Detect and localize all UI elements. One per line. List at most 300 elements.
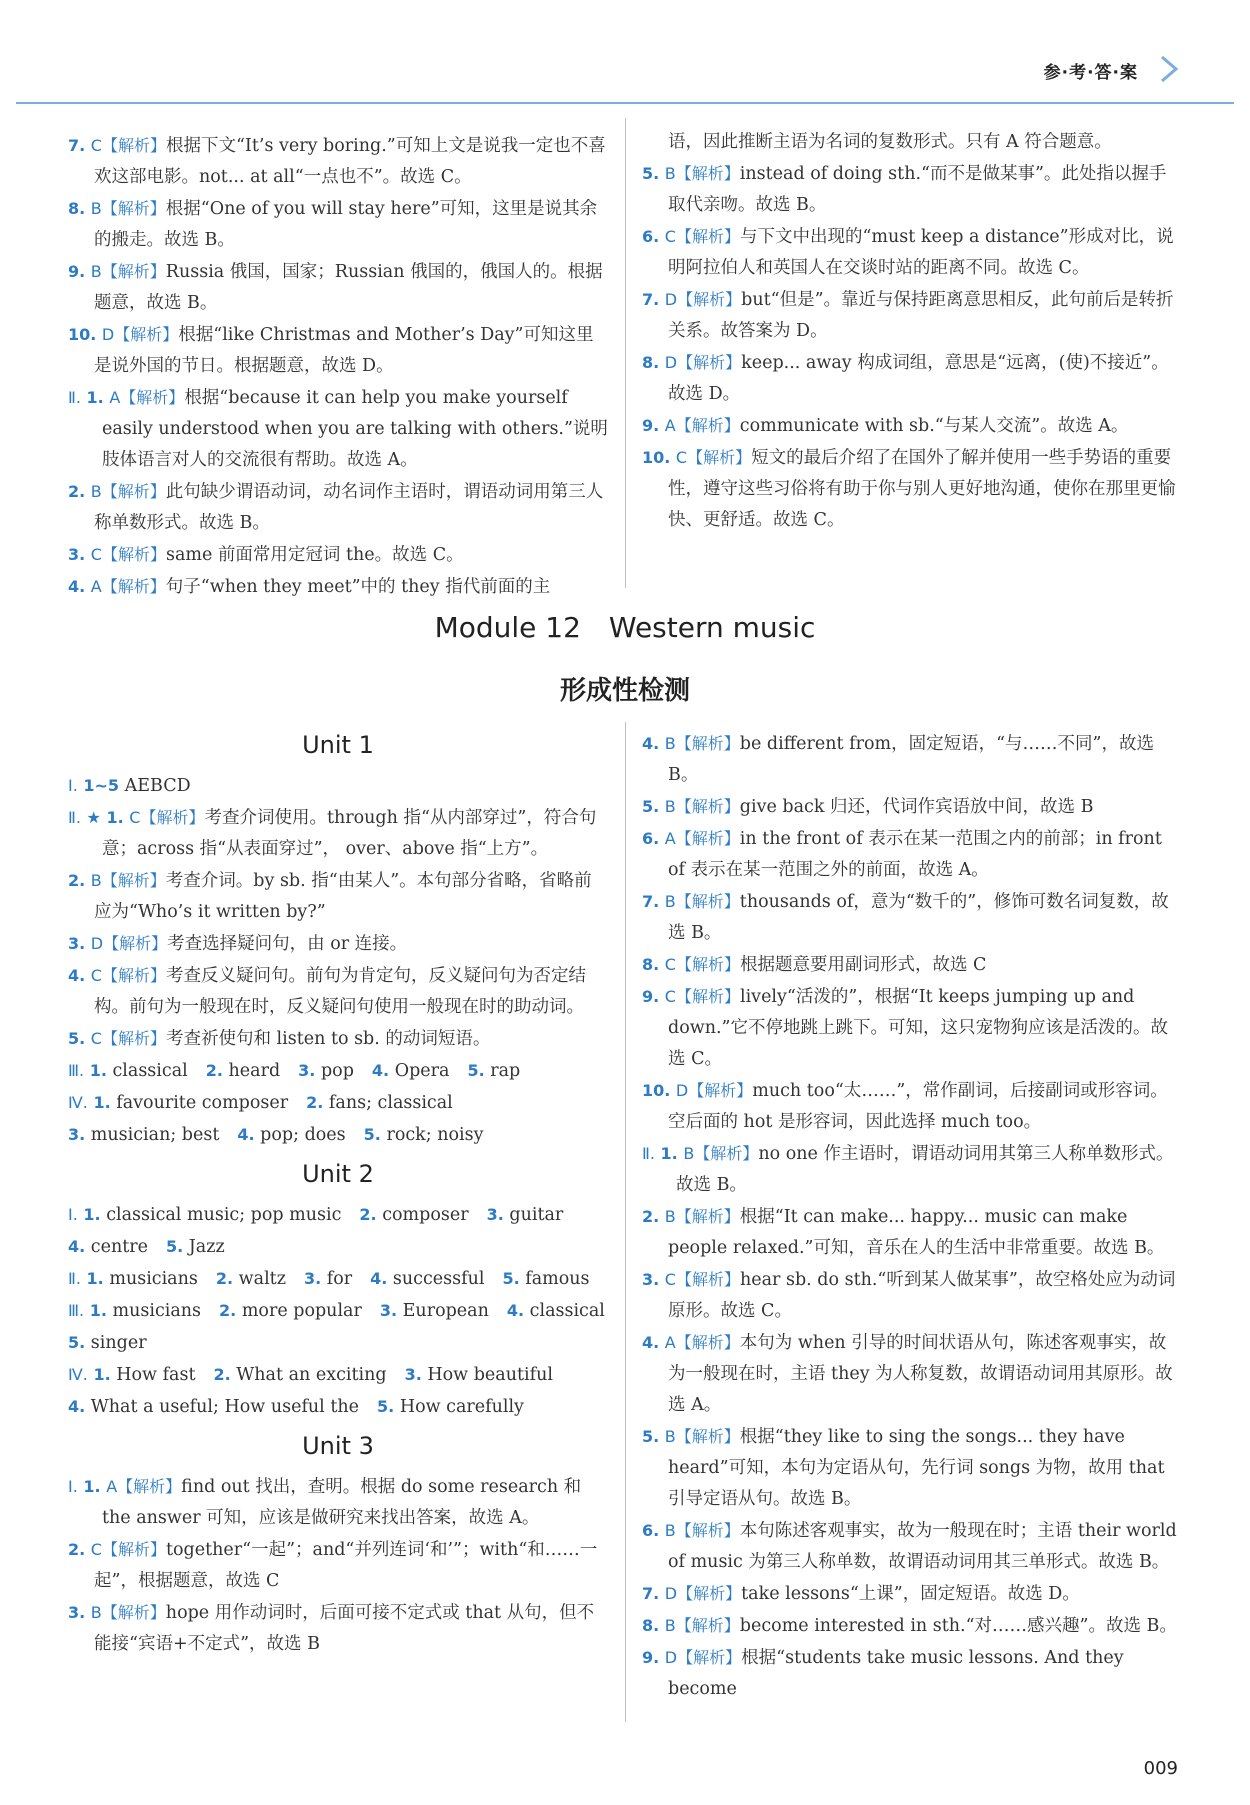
bottom-right-column	[642, 728, 1182, 1705]
answer-item	[68, 382, 608, 476]
answer-cell	[306, 1093, 453, 1113]
answer-row	[68, 1055, 608, 1087]
item-text: Russia 俄国，国家；Russian 俄国的，俄国人的。根据题意，故选 B。	[94, 262, 603, 313]
item-number: 7.	[642, 892, 660, 911]
item-text: How carefully	[399, 1397, 524, 1417]
answer-cell	[298, 1061, 354, 1081]
item-number: 4.	[506, 1301, 525, 1320]
answer-letter: C	[664, 1270, 676, 1289]
analysis-tag: 【解析】	[688, 1081, 753, 1100]
item-text: Jazz	[188, 1237, 225, 1257]
item-text: 本句陈述客观事实，故为一般现在时；主语 their world of music 为第三人称单数，故谓语动词用其三单形式。故选 B。	[668, 1521, 1177, 1572]
answer-letter: B	[90, 871, 102, 890]
item-number: 5.	[377, 1397, 395, 1416]
answer-cell	[405, 1365, 553, 1385]
answer-item	[642, 886, 1182, 949]
item-text: classical music; pop music	[106, 1205, 342, 1225]
item-number: 2.	[68, 482, 86, 501]
answer-item	[68, 865, 608, 928]
item-number: 6.	[642, 829, 660, 848]
analysis-tag: 【解析】	[675, 1333, 740, 1352]
item-text: 此句缺少谓语动词，动名词作主语时，谓语动词用第三人称单数形式。故选 B。	[94, 482, 604, 533]
item-text: give back 归还，代词作宾语放中间，故选 B	[739, 797, 1094, 817]
analysis-tag: 【解析】	[114, 325, 179, 344]
section-numeral: Ⅳ.	[68, 1093, 88, 1112]
analysis-tag: 【解析】	[675, 227, 740, 246]
item-number: 4.	[371, 1061, 390, 1080]
page-number: 009	[1143, 1758, 1178, 1779]
item-number: 5.	[68, 1333, 86, 1352]
item-number: 4.	[370, 1269, 388, 1288]
item-text: How fast	[116, 1365, 196, 1385]
item-number: 3.	[642, 1270, 660, 1289]
item-text: rap	[490, 1061, 521, 1081]
unit2-title: Unit 2	[302, 1160, 374, 1188]
answer-letter: A	[109, 388, 121, 407]
item-number: 2.	[219, 1301, 237, 1320]
chevron-right-icon	[1154, 54, 1184, 84]
item-text: centre	[90, 1237, 148, 1257]
item-text: classical	[112, 1061, 188, 1081]
analysis-tag: 【解析】	[101, 871, 166, 890]
analysis-tag: 【解析】	[675, 829, 740, 848]
item-number: 10.	[642, 1081, 671, 1100]
answer-item	[642, 442, 1182, 536]
header-title: 参·考·答·案	[1043, 63, 1138, 83]
item-text: waltz	[238, 1269, 286, 1289]
item-text: no one 作主语时，谓语动词用其第三人称单数形式。故选 B。	[676, 1144, 1174, 1195]
answer-item	[642, 1327, 1182, 1421]
section-title: 形成性检测	[559, 676, 690, 706]
column-divider-top	[625, 118, 626, 588]
item-text: 根据“One of you will stay here”可知，这里是说其余的搬走。故选 B。	[94, 199, 598, 250]
answer-letter: D	[675, 1081, 689, 1100]
star-icon: ★	[86, 808, 101, 827]
top-right-column	[642, 127, 1182, 536]
item-number: 3.	[68, 1603, 86, 1622]
item-number: 4.	[237, 1125, 255, 1144]
item-number: 8.	[642, 955, 660, 974]
page-header	[16, 36, 1234, 104]
answer-cell	[237, 1125, 345, 1145]
analysis-tag: 【解析】	[677, 1648, 742, 1667]
item-text: become interested in sth.“对……感兴趣”。故选 B。	[739, 1616, 1177, 1636]
item-number: 3.	[303, 1269, 322, 1288]
item-text: thousands of，意为“数千的”，修饰可数名词复数，故选 B。	[668, 892, 1169, 943]
section-numeral: Ⅱ.	[68, 1269, 81, 1288]
analysis-tag: 【解析】	[677, 290, 742, 309]
item-text: heard	[228, 1061, 281, 1081]
analysis-tag: 【解析】	[687, 448, 752, 467]
item-text: musicians	[109, 1269, 198, 1289]
answer-row	[68, 1359, 608, 1391]
item-number: 7.	[642, 1584, 660, 1603]
answer-item	[68, 256, 608, 319]
analysis-tag: 【解析】	[103, 934, 168, 953]
answer-letter: D	[664, 353, 678, 372]
answer-letter: C	[90, 136, 102, 155]
answer-cell	[304, 1269, 352, 1289]
item-number: 3.	[404, 1365, 422, 1384]
answer-item	[642, 1075, 1182, 1138]
item-number: 3.	[68, 934, 86, 953]
answer-letter: D	[90, 934, 104, 953]
answer-item	[642, 1264, 1182, 1327]
item-text: 考查选择疑问句，由 or 连接。	[167, 934, 408, 954]
item-text: 考查反义疑问句。前句为肯定句，反义疑问句为否定结构。前句为一般现在时，反义疑问句使用一般现在时的助动词。	[94, 966, 586, 1017]
answer-row	[68, 1119, 608, 1151]
analysis-tag: 【解析】	[675, 1270, 740, 1289]
item-text: hope 用作动词时，后面可接不定式或 that 从句，但不能接“宾语+不定式”，故选 B	[94, 1603, 595, 1654]
answer-letter: C	[664, 227, 676, 246]
answer-letter: C	[90, 966, 102, 985]
item-number: 2.	[213, 1365, 231, 1384]
answer-letter: D	[101, 325, 115, 344]
item-number: 8.	[642, 353, 660, 372]
answer-row	[68, 1263, 608, 1295]
item-text: 根据“like Christmas and Mother’s Day”可知这里是说外国的节日。根据题意，故选 D。	[94, 325, 594, 376]
item-text: 根据“It can make... happy... music can make people relaxed.”可知，音乐在人的生活中非常重要。故选 B。	[668, 1207, 1165, 1258]
answer-item	[642, 1610, 1182, 1642]
item-text: How beautiful	[427, 1365, 553, 1385]
answer-row	[68, 1391, 608, 1423]
answer-item	[68, 130, 608, 193]
unit3-items	[68, 1471, 608, 1660]
item-number: 6.	[642, 227, 660, 246]
answer-letter: B	[683, 1144, 695, 1163]
item-text: together“一起”；and“并列连词‘和’”；with“和……一起”，根据题意，故选 C	[94, 1540, 598, 1591]
item-number: 4.	[68, 1397, 86, 1416]
item-number: 9.	[68, 262, 86, 281]
item-text: 考查祈使句和 listen to sb. 的动词短语。	[165, 1029, 491, 1049]
analysis-tag: 【解析】	[117, 1477, 182, 1496]
item-number: 3.	[486, 1205, 504, 1224]
answer-item	[642, 949, 1182, 981]
answer-item	[68, 1471, 608, 1534]
item-text: find out 找出，查明。根据 do some research 和 the answer 可知，应该是做研究来找出答案，故选 A。	[102, 1477, 582, 1528]
item-number: 1.	[660, 1144, 678, 1163]
item-text: 与下文中出现的“must keep a distance”形成对比，说明阿拉伯人和英国人在交谈时站的距离不同。故选 C。	[668, 227, 1174, 278]
item-text: singer	[90, 1333, 147, 1353]
item-number: 4.	[68, 577, 86, 596]
item-number: 3.	[68, 1125, 86, 1144]
analysis-tag: 【解析】	[101, 1540, 166, 1559]
item-number: 4.	[642, 1333, 660, 1352]
item-number: 4.	[68, 1237, 86, 1256]
item-text: 根据“students take music lessons. And they become	[668, 1648, 1124, 1699]
column-divider-bottom	[625, 722, 626, 1722]
item-text: favourite composer	[116, 1093, 289, 1113]
answer-cell	[68, 1125, 219, 1145]
answer-item	[68, 928, 608, 960]
answer-item	[68, 319, 608, 382]
answer-item	[68, 802, 608, 865]
answer-letter: A	[664, 1333, 676, 1352]
item-text: rock; noisy	[386, 1125, 484, 1145]
analysis-tag: 【解析】	[675, 955, 740, 974]
item-number: 1.	[93, 1365, 111, 1384]
item-text: classical	[529, 1301, 605, 1321]
item-number: 1.	[89, 1061, 107, 1080]
item-number: 5.	[165, 1237, 184, 1256]
answer-letter: D	[664, 290, 678, 309]
top-left-column	[68, 130, 608, 603]
item-text: much too“太……”，常作副词，后接副词或形容词。空后面的 hot 是形容词，因此选择 much too。	[668, 1081, 1168, 1132]
answer-letter: B	[664, 892, 676, 911]
answer-item	[68, 476, 608, 539]
answer-cell	[377, 1397, 524, 1417]
answer-item	[642, 1201, 1182, 1264]
item-number: 5.	[363, 1125, 381, 1144]
item-number: 5.	[502, 1269, 520, 1288]
item-text: be different from，固定短语，“与……不同”，故选 B。	[668, 734, 1154, 785]
analysis-tag: 【解析】	[675, 892, 740, 911]
answer-item	[68, 1534, 608, 1597]
answer-letter: B	[664, 1521, 676, 1540]
answer-letter: C	[90, 545, 102, 564]
section-numeral: Ⅱ.	[642, 1144, 655, 1163]
item-number: 10.	[68, 325, 97, 344]
item-text: 根据下文“It’s very boring.”可知上文是说我一定也不喜欢这部电影。not... at all“一点也不”。故选 C。	[94, 136, 606, 187]
answer-letter: C	[90, 1029, 102, 1048]
analysis-tag: 【解析】	[694, 1144, 759, 1163]
analysis-tag: 【解析】	[101, 136, 166, 155]
item-text: take lessons“上课”，固定短语。故选 D。	[741, 1584, 1080, 1604]
item-text: communicate with sb.“与某人交流”。故选 A。	[739, 416, 1129, 436]
item-number: 5.	[68, 1029, 86, 1048]
item-text: same 前面常用定冠词 the。故选 C。	[165, 545, 464, 565]
item-number: 5.	[642, 164, 660, 183]
analysis-tag: 【解析】	[675, 1207, 740, 1226]
analysis-tag: 【解析】	[677, 353, 742, 372]
answer-item	[642, 823, 1182, 886]
analysis-tag: 【解析】	[677, 1584, 742, 1603]
item-text: guitar	[509, 1205, 564, 1225]
section-numeral: Ⅰ.	[68, 1477, 78, 1496]
unit1-section1: Ⅰ. 1~5 AEBCD	[68, 776, 191, 796]
answer-item	[642, 981, 1182, 1075]
item-number: 1.	[106, 808, 124, 827]
answer-cell	[93, 1365, 195, 1385]
item-number: 9.	[642, 416, 660, 435]
item-text: for	[326, 1269, 353, 1289]
answer-cell	[380, 1301, 489, 1321]
answer-item	[68, 571, 608, 603]
item-text: 句子“when they meet”中的 they 指代前面的主	[165, 577, 551, 597]
analysis-tag: 【解析】	[101, 545, 166, 564]
item-number: 1.	[86, 1269, 104, 1288]
answer-item	[68, 193, 608, 256]
item-number: 7.	[642, 290, 660, 309]
item-text: What an exciting	[236, 1365, 387, 1385]
analysis-tag: 【解析】	[140, 808, 205, 827]
answer-cell	[364, 1125, 484, 1145]
answer-item	[642, 347, 1182, 410]
analysis-tag: 【解析】	[675, 1616, 740, 1635]
answer-letter: A	[664, 416, 676, 435]
unit2-rows	[68, 1199, 608, 1423]
analysis-tag: 【解析】	[675, 734, 740, 753]
analysis-tag: 【解析】	[675, 1427, 740, 1446]
answer-item	[642, 127, 1182, 158]
bottom-left-column	[68, 722, 608, 1660]
item-text: 根据“they like to sing the songs... they have heard”可知，本句为定语从句，先行词 songs 为物，故用 that 引导定语从句。故选 B。	[668, 1427, 1165, 1509]
answer-letter: A	[106, 1477, 118, 1496]
answer-cell	[166, 1237, 225, 1257]
answer-cell	[87, 1269, 198, 1289]
answer-item	[642, 1578, 1182, 1610]
item-text: pop; does	[260, 1125, 346, 1145]
item-number: 7.	[68, 136, 86, 155]
item-number: 4.	[68, 966, 86, 985]
item-text: but“但是”。靠近与保持距离意思相反，此句前后是转折关系。故答案为 D。	[668, 290, 1174, 341]
answer-letter: B	[90, 262, 102, 281]
answer-letter: B	[664, 734, 676, 753]
item-text: famous	[525, 1269, 590, 1289]
answer-cell	[487, 1205, 564, 1225]
item-number: 4.	[642, 734, 660, 753]
analysis-tag: 【解析】	[101, 1029, 166, 1048]
analysis-tag: 【解析】	[675, 416, 740, 435]
item-text: keep... away 构成词组，意思是“远离，(使)不接近”。故选 D。	[668, 353, 1169, 404]
answer-letter: C	[664, 987, 676, 1006]
answer-item	[642, 1421, 1182, 1515]
item-number: 2.	[205, 1061, 223, 1080]
answer-item	[68, 1023, 608, 1055]
item-text: 本句为 when 引导的时间状语从句，陈述客观事实，故为一般现在时，主语 they 为人称复数，故谓语动词用其原形。故选 A。	[668, 1333, 1173, 1415]
item-number: 5.	[642, 1427, 660, 1446]
section-numeral: Ⅱ.	[68, 388, 81, 407]
item-text: musician; best	[90, 1125, 220, 1145]
analysis-tag: 【解析】	[675, 797, 740, 816]
answer-cell	[507, 1301, 605, 1321]
answer-item	[642, 791, 1182, 823]
item-number: 10.	[642, 448, 671, 467]
item-text: European	[402, 1301, 489, 1321]
answer-cell	[370, 1269, 484, 1289]
answer-cell	[90, 1301, 201, 1321]
item-number: 1.	[86, 388, 104, 407]
answer-letter: A	[664, 829, 676, 848]
answer-cell	[93, 1093, 288, 1113]
item-text: successful	[392, 1269, 485, 1289]
item-text: What a useful; How useful the	[90, 1397, 360, 1417]
section-numeral: Ⅰ.	[68, 1205, 78, 1224]
answer-letter: C	[675, 448, 688, 467]
item-text: 语，因此推断主语为名词的复数形式。只有 A 符合题意。	[668, 132, 1112, 152]
answer-item	[642, 1138, 1182, 1201]
answer-letter: D	[664, 1584, 678, 1603]
item-number: 1.	[93, 1093, 111, 1112]
item-number: 2.	[306, 1093, 324, 1112]
answer-cell	[219, 1301, 362, 1321]
section-numeral: Ⅳ.	[68, 1365, 88, 1384]
answer-item	[642, 284, 1182, 347]
analysis-tag: 【解析】	[120, 388, 185, 407]
answer-cell	[214, 1365, 387, 1385]
item-number: 5.	[467, 1061, 485, 1080]
answer-letter: B	[664, 164, 676, 183]
item-text: in the front of 表示在某一范围之内的前部；in front of 表示在某一范围之外的前面，故选 A。	[668, 829, 1162, 880]
analysis-tag: 【解析】	[101, 199, 166, 218]
analysis-tag: 【解析】	[675, 1521, 740, 1540]
item-number: 2.	[68, 871, 86, 890]
answer-letter: B	[90, 1603, 102, 1622]
item-number: 6.	[642, 1521, 660, 1540]
unit1-items	[68, 802, 608, 1055]
answer-letter: B	[664, 797, 676, 816]
item-number: 3.	[68, 545, 86, 564]
item-text: more popular	[241, 1301, 362, 1321]
item-number: 8.	[68, 199, 86, 218]
item-number: 3.	[298, 1061, 316, 1080]
answer-row	[68, 1231, 608, 1263]
item-text: hear sb. do sth.“听到某人做某事”，故空格处应为动词原形。故选 C。	[668, 1270, 1176, 1321]
answer-letter: B	[664, 1207, 676, 1226]
item-text: Opera	[394, 1061, 450, 1081]
answer-letter: C	[664, 955, 676, 974]
answer-cell	[359, 1205, 468, 1225]
answer-letter: B	[90, 482, 102, 501]
answer-letter: D	[664, 1648, 678, 1667]
answer-row	[68, 1295, 608, 1327]
unit1-rows	[68, 1055, 608, 1151]
item-number: 1.	[83, 1477, 101, 1496]
answer-cell	[216, 1269, 286, 1289]
answer-item	[642, 410, 1182, 442]
answer-letter: B	[90, 199, 102, 218]
item-number: 5.	[642, 797, 660, 816]
answer-cell	[372, 1061, 450, 1081]
item-number: 2.	[68, 1540, 86, 1559]
item-text: 考查介词。by sb. 指“由某人”。本句部分省略，省略前应为“Who’s it written by?”	[94, 871, 592, 922]
item-number: 8.	[642, 1616, 660, 1635]
unit1-title: Unit 1	[302, 731, 374, 759]
item-number: 2.	[215, 1269, 234, 1288]
answer-cell	[68, 1397, 359, 1417]
item-text: composer	[382, 1205, 469, 1225]
item-number: 2.	[359, 1205, 377, 1224]
answer-item	[68, 1597, 608, 1660]
section-numeral: Ⅱ.	[68, 808, 81, 827]
item-text: pop	[320, 1061, 354, 1081]
analysis-tag: 【解析】	[101, 966, 166, 985]
item-text: musicians	[112, 1301, 202, 1321]
answer-cell	[83, 1205, 341, 1225]
item-number: 9.	[642, 1648, 660, 1667]
answer-row	[68, 1199, 608, 1231]
item-text: 考查介词使用。through 指“从内部穿过”，符合句意；across 指“从表面穿过”， over、above 指“上方”。	[102, 808, 597, 859]
answer-cell	[467, 1061, 520, 1081]
analysis-tag: 【解析】	[101, 577, 166, 596]
answer-item	[642, 728, 1182, 791]
section-numeral: Ⅲ.	[68, 1301, 85, 1320]
item-text: instead of doing sth.“而不是做某事”。此处指以握手取代亲吻。故选 B。	[668, 164, 1167, 215]
item-text: 根据“because it can help you make yourself easily understood when you are talking with others.”说明肢体语言对人的交流很有帮助。故选 A。	[102, 388, 608, 470]
item-text: fans; classical	[328, 1093, 453, 1113]
answer-cell	[90, 1061, 188, 1081]
answer-item	[642, 158, 1182, 221]
answer-row	[68, 1087, 608, 1119]
item-text: lively“活泼的”，根据“It keeps jumping up and down.”它不停地跳上跳下。可知，这只宠物狗应该是活泼的。故选 C。	[668, 987, 1168, 1069]
answer-item	[642, 1642, 1182, 1705]
analysis-tag: 【解析】	[101, 1603, 166, 1622]
answer-cell	[206, 1061, 280, 1081]
answer-item	[68, 539, 608, 571]
module-title: Module 12 Western music	[434, 611, 816, 644]
answer-letter: C	[129, 808, 141, 827]
analysis-tag: 【解析】	[101, 262, 166, 281]
